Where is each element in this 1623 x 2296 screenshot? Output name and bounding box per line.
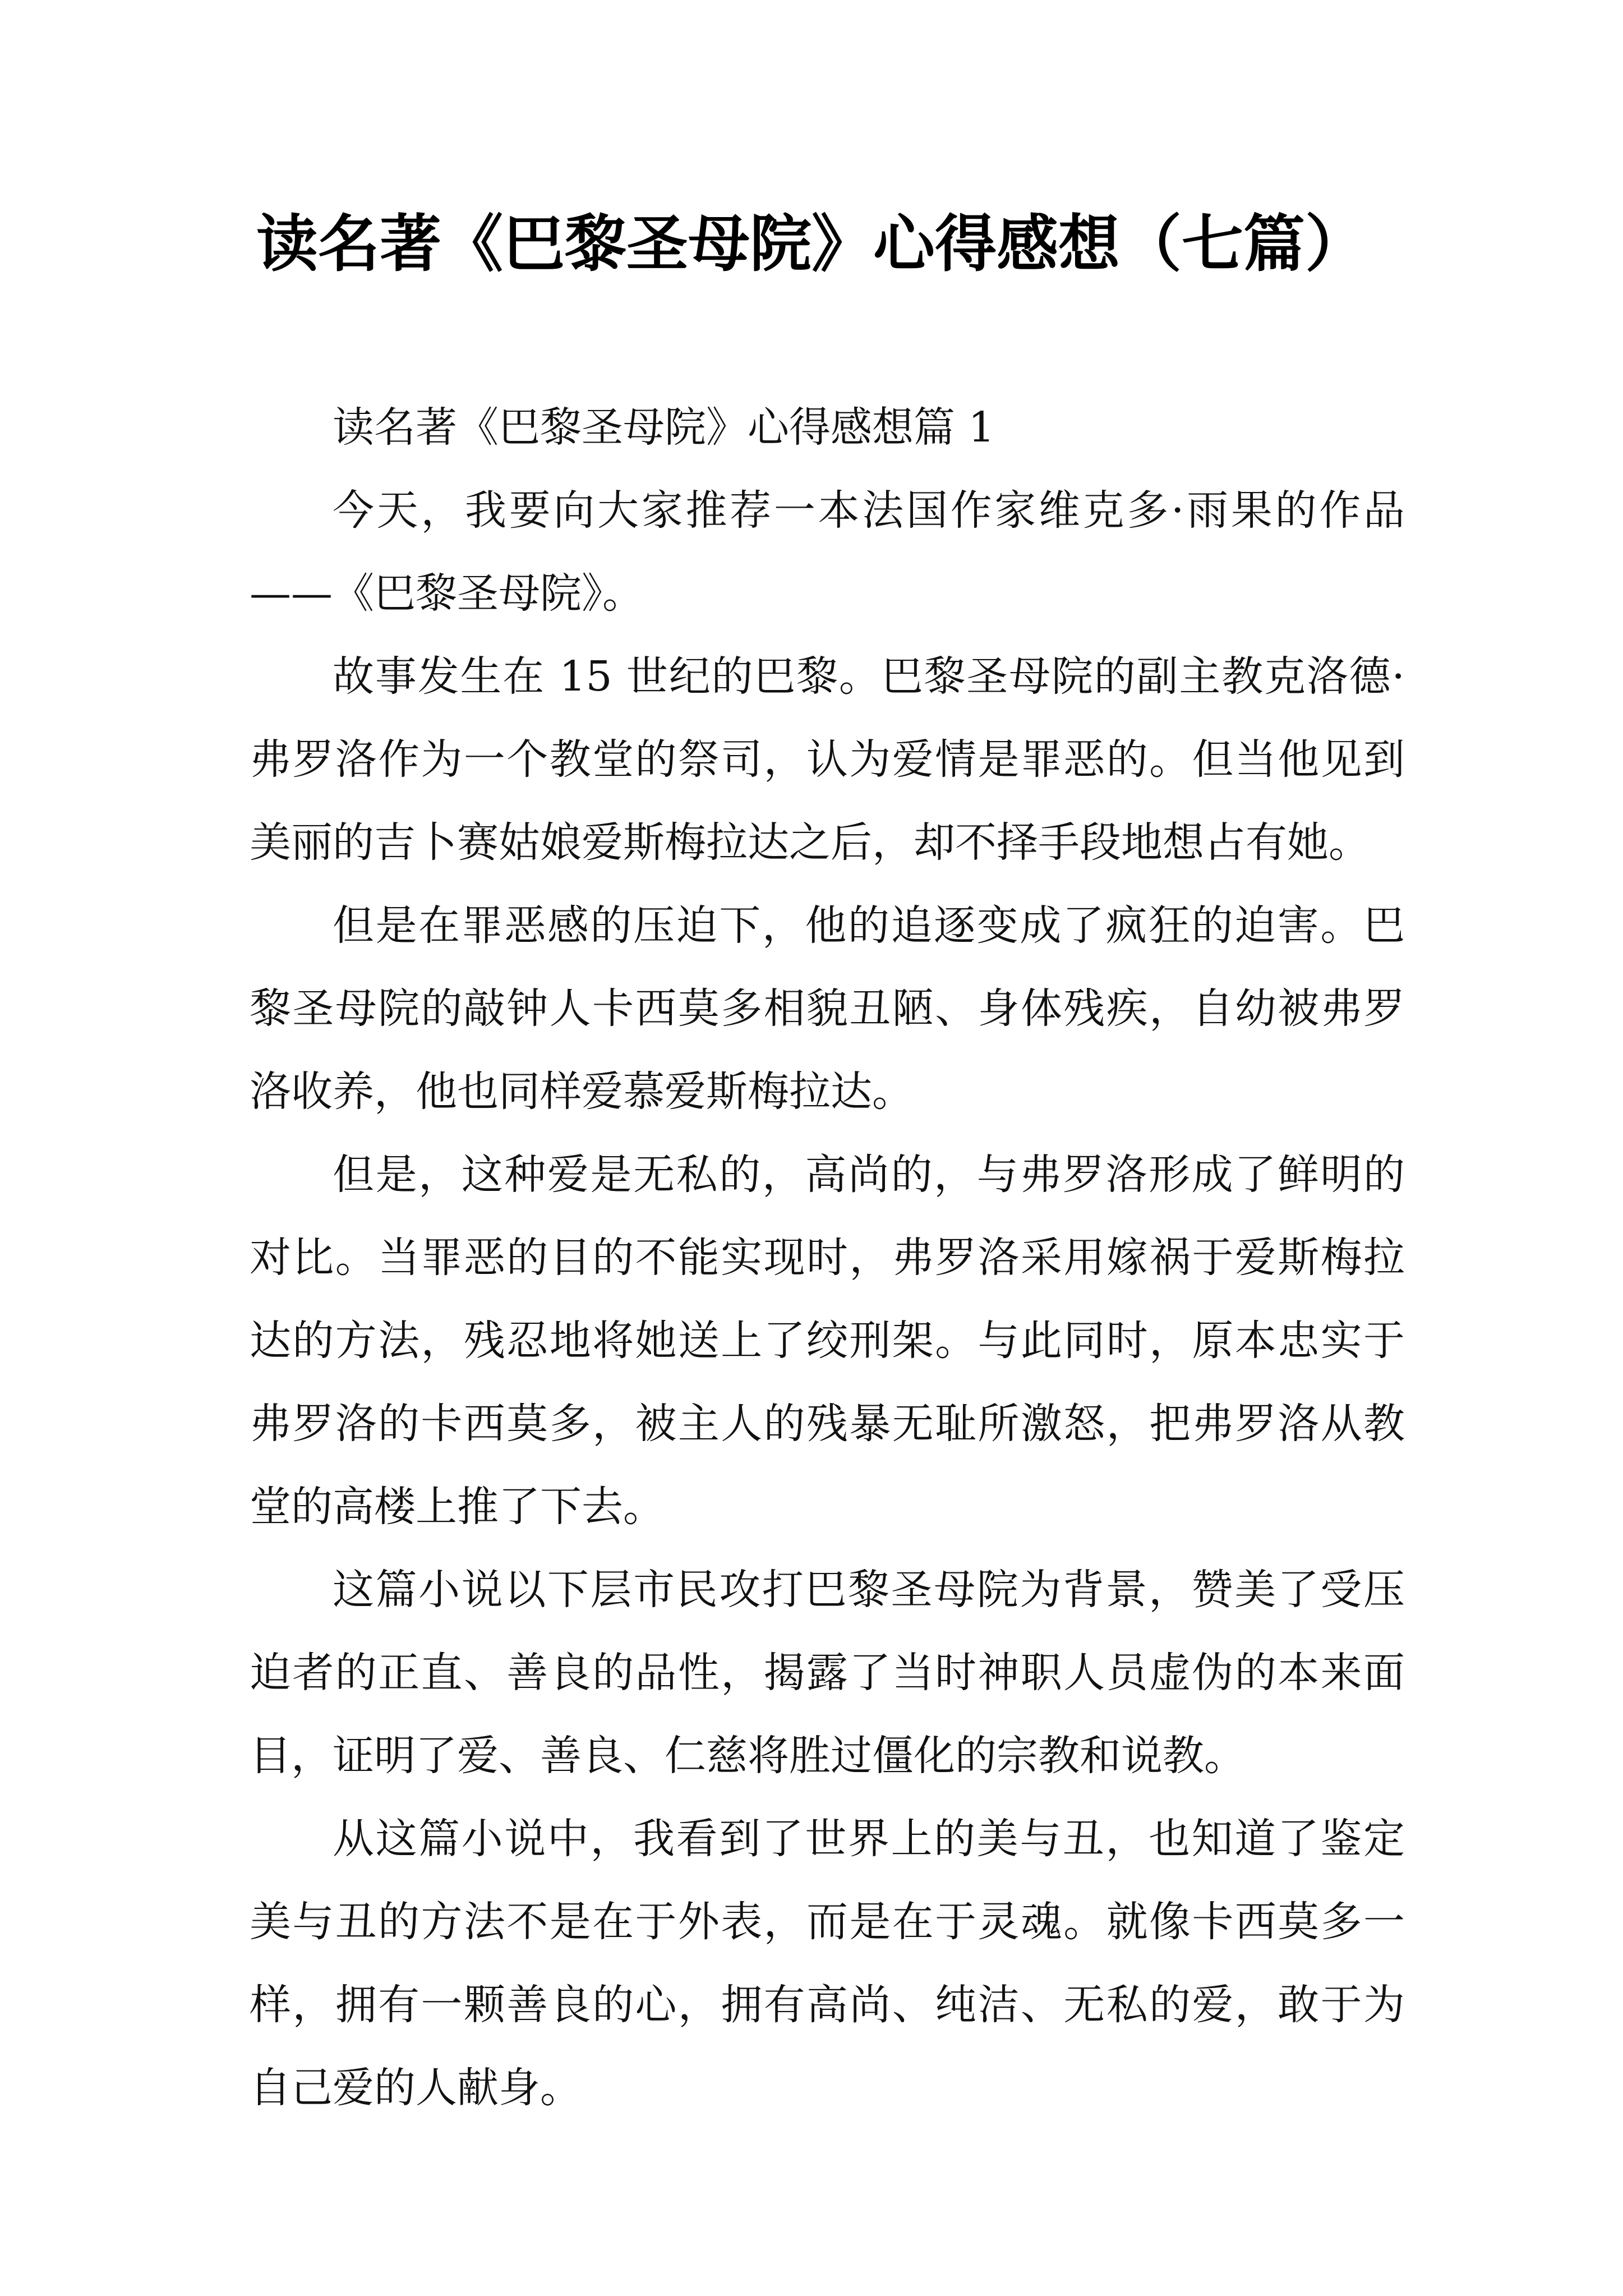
- paragraph: 但是在罪恶感的压迫下，他的追逐变成了疯狂的迫害。巴黎圣母院的敲钟人卡西莫多相貌丑陋、身体残疾，自幼被弗罗洛收养，他也同样爱慕爱斯梅拉达。: [250, 901, 1405, 1116]
- paragraph: 这篇小说以下层市民攻打巴黎圣母院为背景，赞美了受压迫者的正直、善良的品性，揭露了当时神职人员虚伪的本来面目，证明了爱、善良、仁慈将胜过僵化的宗教和说教。: [250, 1566, 1405, 1780]
- paragraph: 但是，这种爱是无私的，高尚的，与弗罗洛形成了鲜明的对比。当罪恶的目的不能实现时，弗罗洛采用嫁祸于爱斯梅拉达的方法，残忍地将她送上了绞刑架。与此同时，原本忠实于弗罗洛的卡西莫多，被主人的残暴无耻所激怒，把弗罗洛从教堂的高楼上推了下去。: [250, 1151, 1405, 1531]
- paragraph: 故事发生在 15 世纪的巴黎。巴黎圣母院的副主教克洛德·弗罗洛作为一个教堂的祭司，认为爱情是罪恶的。但当他见到美丽的吉卜赛姑娘爱斯梅拉达之后，却不择手段地想占有她。: [250, 652, 1405, 867]
- paragraph: 今天，我要向大家推荐一本法国作家维克多·雨果的作品——《巴黎圣母院》。: [250, 486, 1405, 618]
- document-title: 读名著《巴黎圣母院》心得感想（七篇）: [256, 208, 1367, 280]
- section-heading: 读名著《巴黎圣母院》心得感想篇 1: [333, 403, 995, 452]
- paragraph: 从这篇小说中，我看到了世界上的美与丑，也知道了鉴定美与丑的方法不是在于外表，而是在于灵魂。就像卡西莫多一样，拥有一颗善良的心，拥有高尚、纯洁、无私的爱，敢于为自己爱的人献身。: [250, 1815, 1405, 2112]
- document-body: [250, 386, 1405, 2129]
